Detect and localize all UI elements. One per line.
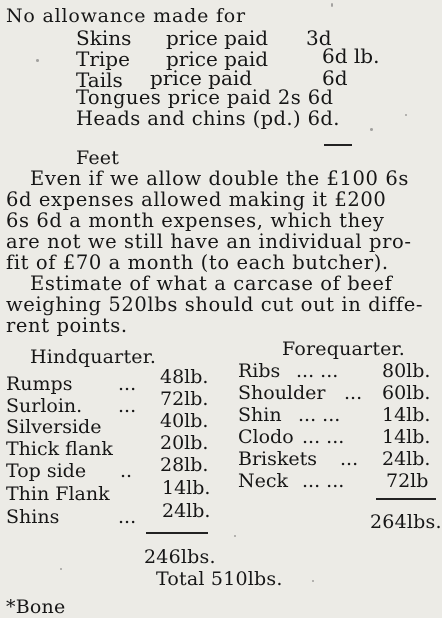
paragraph-line: Even if we allow double the £100 6s: [30, 167, 409, 190]
allowance-item-name: Skins: [76, 26, 132, 50]
leader-dots: ... ...: [298, 404, 341, 426]
cut-weight: 72lb.: [160, 388, 209, 410]
allowance-item-label: price paid: [166, 26, 269, 50]
leader-dots: ...: [118, 506, 137, 528]
cut-weight: 24lb.: [382, 448, 431, 470]
cut-name: Ribs: [238, 360, 281, 382]
footnote: *Bone: [6, 596, 66, 618]
cut-name: Shin: [238, 404, 282, 426]
hindquarter-heading: Hindquarter.: [30, 346, 157, 368]
leader-dots: ...: [340, 448, 359, 470]
print-speck: [234, 535, 236, 537]
cut-name: Thick flank: [6, 438, 113, 460]
cut-name: Surloin.: [6, 395, 83, 417]
paragraph-line: weighing 520lbs should cut out in diffe-: [6, 293, 424, 316]
allowance-heading: No allowance made for: [6, 5, 246, 27]
forequarter-total: 264lbs.: [370, 511, 442, 533]
cut-weight: 14lb.: [162, 477, 211, 499]
cut-name: Clodo: [238, 426, 294, 448]
allowance-item-value: 3d: [306, 26, 332, 50]
paragraph-line: 6s 6d a month expenses, which they: [6, 209, 385, 232]
allowance-item-name: Tails: [76, 68, 123, 92]
cut-name: Top side: [6, 460, 87, 482]
leader-dots: ... ...: [302, 470, 345, 492]
paragraph-line: Estimate of what a carcase of beef: [30, 272, 393, 295]
cut-weight: 60lb.: [382, 382, 431, 404]
cut-weight: 72lb: [386, 470, 429, 492]
cut-name: Rumps: [6, 373, 73, 395]
cut-weight: 28lb.: [160, 454, 209, 476]
cut-weight: 40lb.: [160, 410, 209, 432]
heads-line: Heads and chins (pd.) 6d.: [76, 107, 340, 130]
allowance-item-label: price paid: [166, 47, 269, 71]
cut-weight: 20lb.: [160, 432, 209, 454]
tongues-line: Tongues price paid 2s 6d: [76, 86, 334, 109]
paragraph-line: are not we still have an individual pro-: [6, 230, 412, 253]
hindquarter-total-rule: [146, 532, 208, 534]
cut-name: Briskets: [238, 448, 318, 470]
allowance-item-name: Tripe: [76, 47, 130, 71]
feet-line: Feet: [76, 147, 120, 169]
hindquarter-total: 246lbs.: [144, 546, 216, 568]
leader-dots: ... ...: [302, 426, 345, 448]
cut-weight: 14lb.: [382, 404, 431, 426]
leader-dots: ... ...: [296, 360, 339, 382]
cut-weight: 14lb.: [382, 426, 431, 448]
leader-dots: ...: [118, 373, 137, 395]
print-speck: [60, 568, 62, 570]
allowance-item-label: price paid: [150, 66, 253, 90]
print-speck: [370, 128, 373, 131]
print-speck: [331, 3, 333, 7]
allowance-item-value: 6d lb.: [322, 44, 380, 68]
grand-total: Total 510lbs.: [156, 568, 283, 590]
cut-name: Shins: [6, 506, 60, 528]
paragraph-line: fit of £70 a month (to each butcher).: [6, 251, 389, 274]
paragraph-line: rent points.: [6, 314, 128, 337]
print-speck: [312, 580, 314, 582]
paragraph-line: 6d expenses allowed making it £200: [6, 188, 387, 211]
cut-weight: 48lb.: [160, 366, 209, 388]
sum-rule: [324, 144, 352, 146]
cut-weight: 80lb.: [382, 360, 431, 382]
allowance-item-value: 6d: [322, 66, 348, 90]
leader-dots: ..: [120, 460, 133, 482]
leader-dots: ...: [118, 395, 137, 417]
print-speck: [36, 59, 39, 62]
cut-name: Thin Flank: [6, 483, 110, 505]
forequarter-heading: Forequarter.: [282, 338, 406, 360]
cut-name: Neck: [238, 470, 289, 492]
print-speck: [405, 114, 407, 116]
cut-name: Shoulder: [238, 382, 326, 404]
leader-dots: ...: [344, 382, 363, 404]
cut-weight: 24lb.: [162, 500, 211, 522]
forequarter-total-rule: [376, 498, 436, 500]
cut-name: Silverside: [6, 416, 102, 438]
